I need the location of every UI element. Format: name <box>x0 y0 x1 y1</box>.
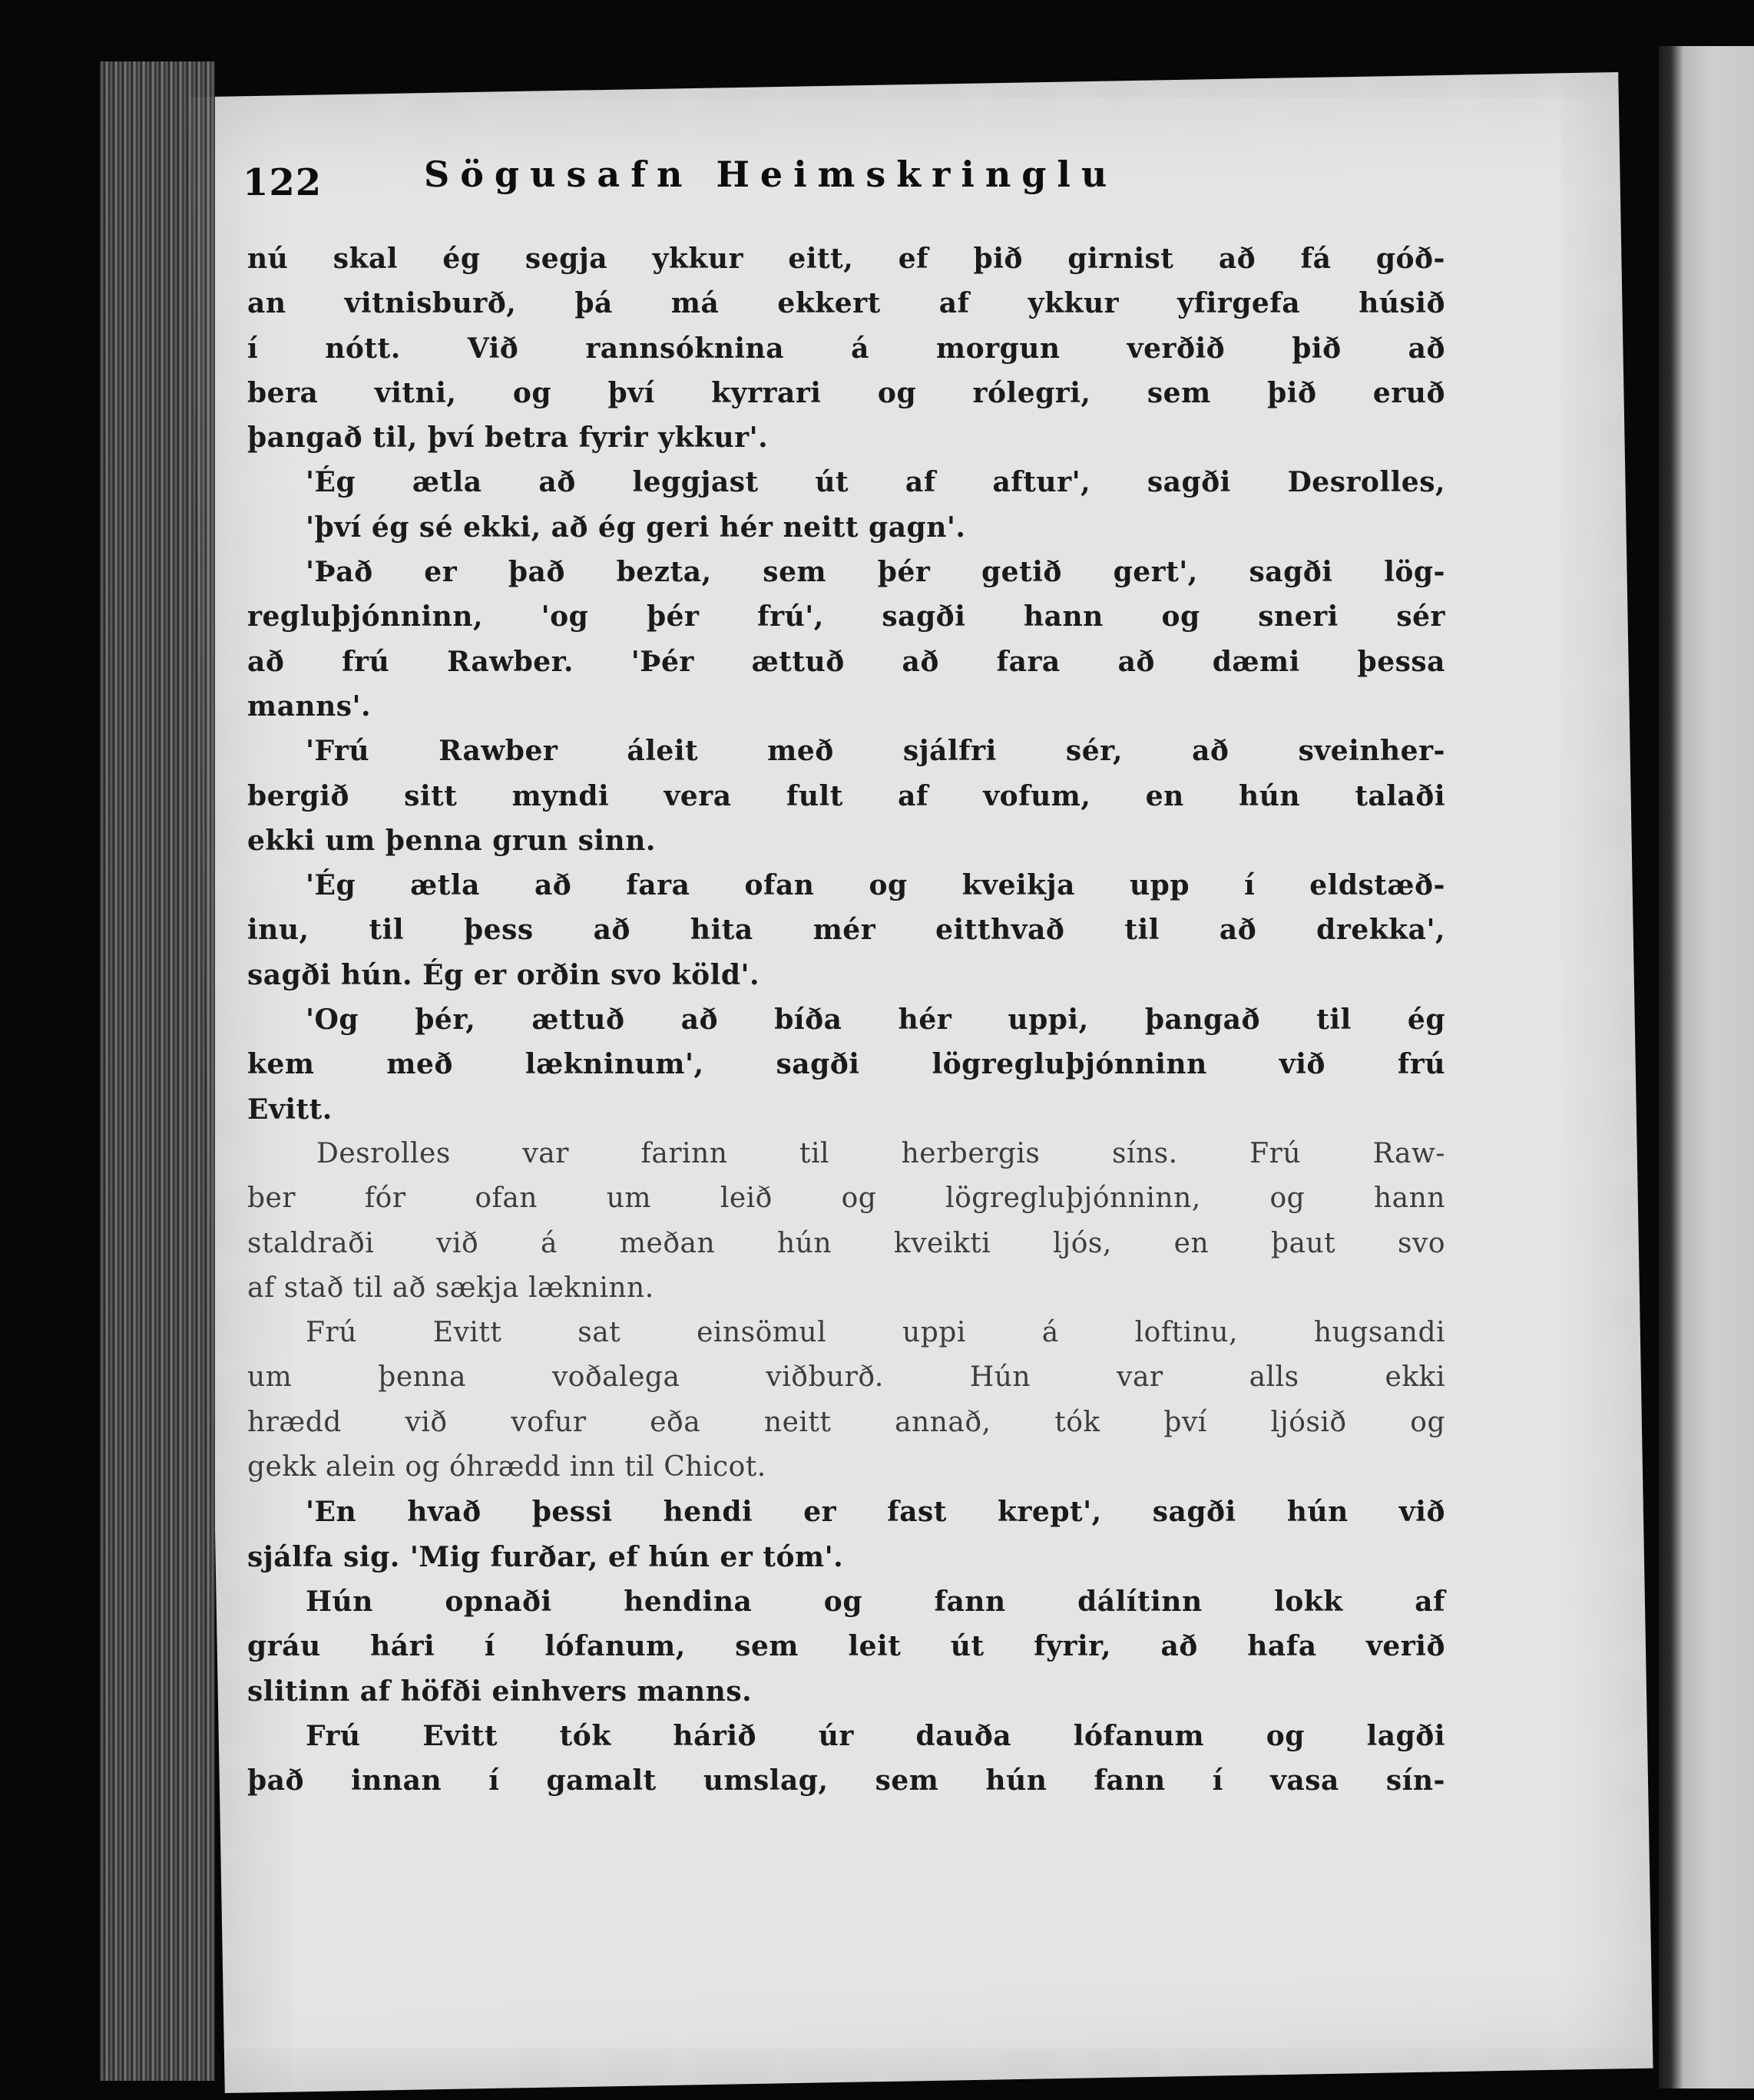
text-line: 'Ég ætla að leggjast út af aftur', sagði Desrolles, <box>306 466 1445 499</box>
text-line: það innan í gamalt umslag, sem hún fann í vasa sín- <box>247 1764 1445 1797</box>
text-line: nú skal ég segja ykkur eitt, ef þið girnist að fá góð- <box>247 243 1445 275</box>
text-line: af stað til að sækja lækninn. <box>247 1272 654 1304</box>
text-line: 'Það er það bezta, sem þér getið gert', sagði lög- <box>306 556 1445 589</box>
text-line: 'því ég sé ekki, að ég geri hér neitt gagn'. <box>306 511 966 544</box>
text-line: gráu hári í lófanum, sem leit út fyrir, að hafa verið <box>247 1630 1445 1663</box>
text-line: um þenna voðalega viðburð. Hún var alls ekki <box>247 1361 1445 1394</box>
text-line: ber fór ofan um leið og lögregluþjónninn, og hann <box>247 1182 1445 1215</box>
page-body-text <box>247 236 1445 1803</box>
text-line: an vitnisburð, þá má ekkert af ykkur yfirgefa húsið <box>247 287 1445 320</box>
text-line: sagði hún. Ég er orðin svo köld'. <box>247 958 760 991</box>
text-line: í nótt. Við rannsóknina á morgun verðið þið að <box>247 332 1445 365</box>
text-line: inu, til þess að hita mér eitthvað til að drekka', <box>247 914 1445 947</box>
text-line: hrædd við vofur eða neitt annað, tók því ljósið og <box>247 1406 1445 1438</box>
text-line: sjálfa sig. 'Mig furðar, ef hún er tóm'. <box>247 1540 844 1573</box>
text-line: Frú Evitt sat einsömul uppi á loftinu, hugsandi <box>306 1317 1445 1349</box>
text-line: að frú Rawber. 'Þér ættuð að fara að dæmi þessa <box>247 645 1445 678</box>
text-line: regluþjónninn, 'og þér frú', sagði hann og sneri sér <box>247 600 1445 633</box>
text-line: bergið sitt myndi vera fult af vofum, en hún talaði <box>247 779 1445 812</box>
running-title: Sögusafn Heimskringlu <box>424 154 1118 195</box>
text-line: slitinn af höfði einhvers manns. <box>247 1675 753 1708</box>
text-line: Frú Evitt tók hárið úr dauða lófanum og lagði <box>306 1719 1445 1752</box>
text-line: 'Ég ætla að fara ofan og kveikja upp í eldstæð- <box>306 869 1445 902</box>
page-stack-edges <box>100 61 215 2081</box>
page-header <box>243 154 1241 215</box>
text-line: Hún opnaði hendina og fann dálítinn lokk af <box>306 1585 1445 1618</box>
facing-page-edge <box>1659 46 1754 2088</box>
text-line: staldraði við á meðan hún kveikti ljós, en þaut svo <box>247 1227 1445 1259</box>
text-line: manns'. <box>247 690 372 723</box>
text-line: Desrolles var farinn til herbergis síns. Frú Raw- <box>316 1137 1445 1169</box>
text-line: kem með lækninum', sagði lögregluþjónninn við frú <box>247 1048 1445 1081</box>
text-line: þangað til, því betra fyrir ykkur'. <box>247 422 769 455</box>
text-line: 'Og þér, ættuð að bíða hér uppi, þangað til ég <box>306 1004 1445 1037</box>
text-line: gekk alein og óhrædd inn til Chicot. <box>247 1451 766 1483</box>
text-line: ekki um þenna grun sinn. <box>247 824 656 857</box>
text-line: 'Frú Rawber áleit með sjálfri sér, að sveinher- <box>306 735 1445 768</box>
page-number: 122 <box>243 161 323 204</box>
text-line: Evitt. <box>247 1093 333 1126</box>
text-line: bera vitni, og því kyrrari og rólegri, sem þið eruð <box>247 376 1445 409</box>
text-line: 'En hvað þessi hendi er fast krept', sagði hún við <box>306 1496 1445 1529</box>
